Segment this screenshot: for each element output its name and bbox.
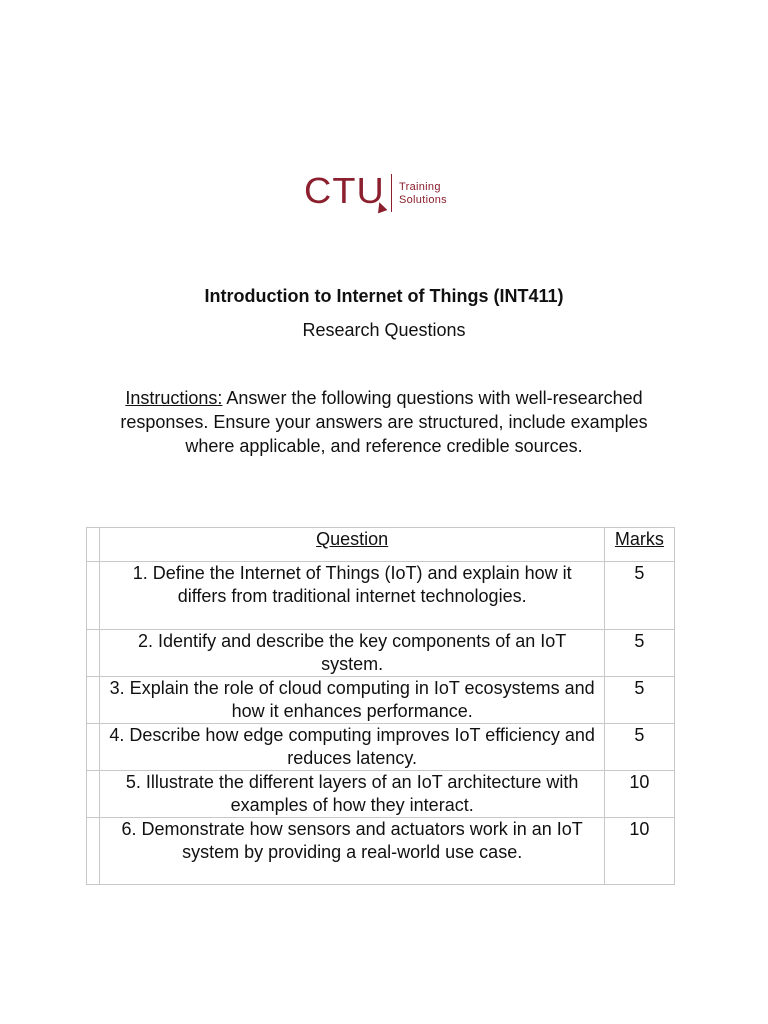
table-row [87,562,675,630]
logo-divider [391,174,392,212]
ctu-logo [300,168,470,220]
row-gap-cell [87,818,100,885]
logo-arrow-icon [375,201,388,214]
marks-cell: 5 [604,562,674,630]
row-gap-cell [87,724,100,771]
marks-cell: 5 [604,677,674,724]
document-title: Introduction to Internet of Things (INT411) [204,286,564,306]
instructions-text: Answer the following questions with well-researched responses. Ensure your answers are structured, include examples where applicable, and reference credible sources. [120,388,648,456]
header-marks: Marks [604,528,674,562]
table-row [87,630,675,677]
row-gap-cell [87,677,100,724]
question-cell: 5. Illustrate the different layers of an IoT architecture with examples of how they interact. [100,771,604,818]
question-cell: 3. Explain the role of cloud computing in IoT ecosystems and how it enhances performance. [100,677,604,724]
question-cell: 4. Describe how edge computing improves IoT efficiency and reduces latency. [100,724,604,771]
table-header-row [87,528,675,562]
table-row [87,724,675,771]
row-gap-cell [87,528,100,562]
question-cell: 6. Demonstrate how sensors and actuators work in an IoT system by providing a real-world use case. [100,818,604,885]
instructions [100,386,668,458]
document-subtitle: Research Questions [302,320,466,340]
marks-cell: 5 [604,630,674,677]
table-row [87,771,675,818]
instructions-label: Instructions: [125,388,223,408]
table-row [87,677,675,724]
marks-cell: 10 [604,818,674,885]
header-question: Question [100,528,604,562]
logo-brand: CTU [304,170,385,211]
marks-cell: 5 [604,724,674,771]
question-cell: 1. Define the Internet of Things (IoT) and explain how it differs from traditional internet technologies. [100,562,604,630]
row-gap-cell [87,562,100,630]
marks-cell: 10 [604,771,674,818]
row-gap-cell [87,630,100,677]
row-gap-cell [87,771,100,818]
question-cell: 2. Identify and describe the key components of an IoT system. [100,630,604,677]
questions-table [86,527,675,885]
table-row [87,818,675,885]
logo-line1: Training [399,181,441,193]
logo-line2: Solutions [399,194,447,206]
